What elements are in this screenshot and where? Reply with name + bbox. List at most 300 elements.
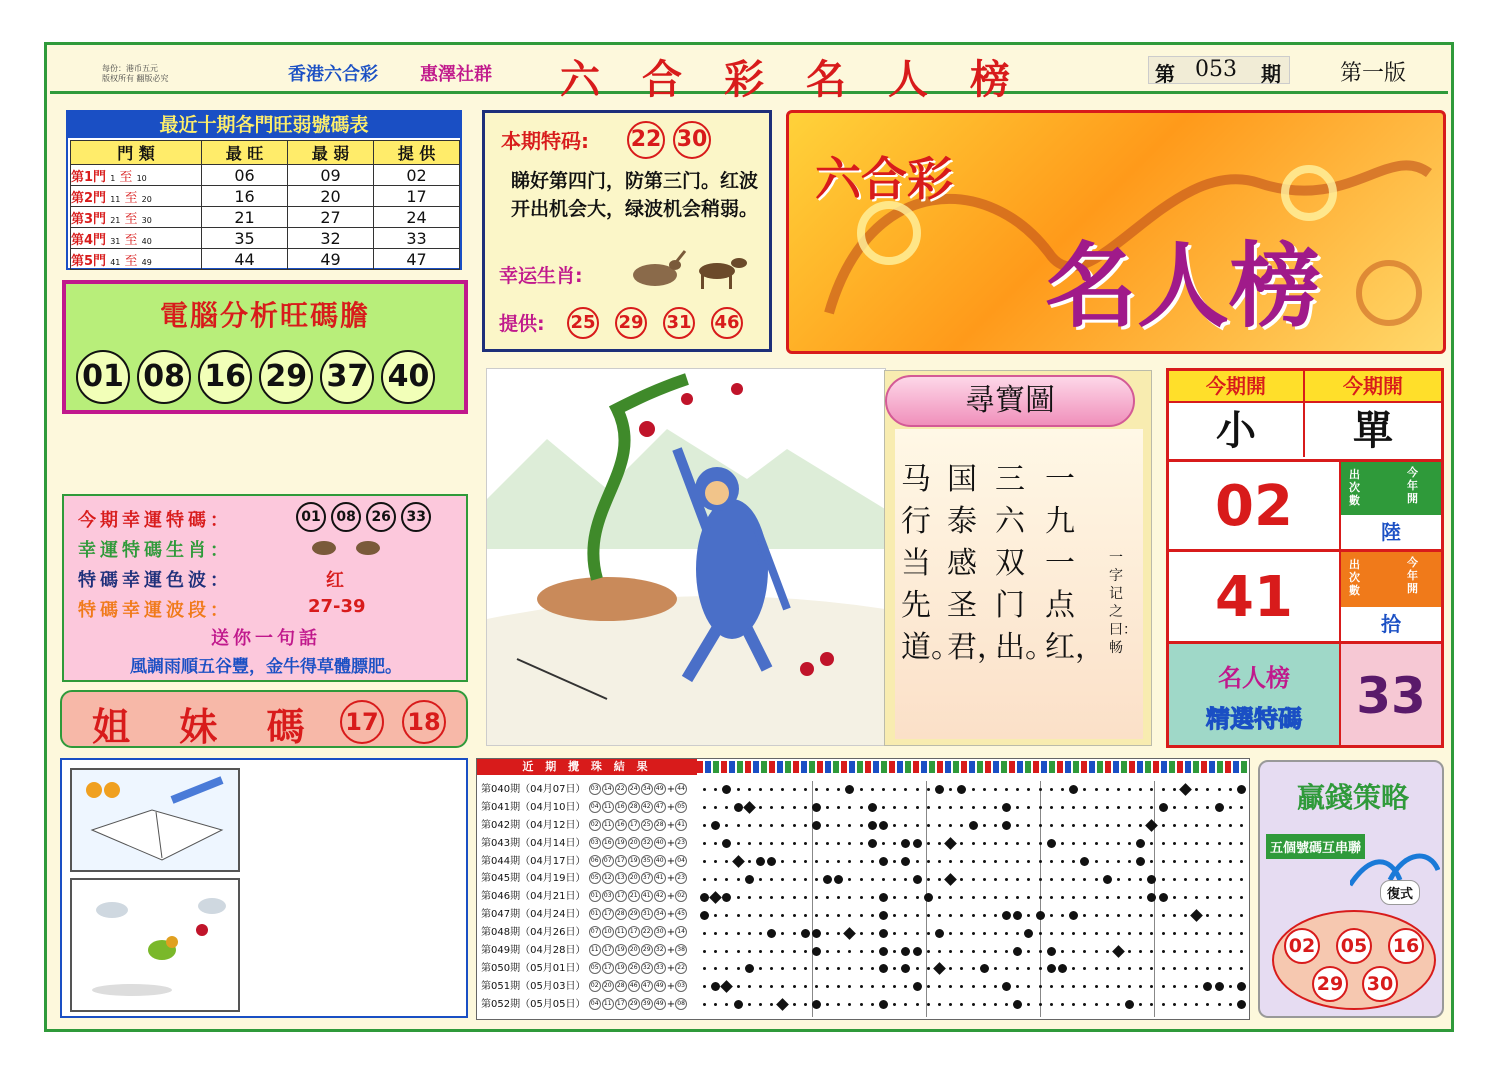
drawn-mark bbox=[901, 947, 910, 956]
grid-dot bbox=[703, 950, 706, 953]
draw-num: 10 bbox=[602, 926, 614, 938]
drawn-mark bbox=[957, 785, 966, 794]
period: 第045期（04月19日） bbox=[481, 873, 586, 885]
drawn-mark bbox=[1147, 893, 1156, 902]
grid-dot bbox=[960, 932, 963, 935]
draw-num: 39 bbox=[641, 998, 653, 1010]
issue-box bbox=[1148, 56, 1290, 84]
grid-dot bbox=[893, 896, 896, 899]
grid-dot bbox=[1061, 896, 1064, 899]
grid-dot bbox=[1218, 878, 1221, 881]
grid-dot bbox=[1128, 985, 1131, 988]
grid-dot bbox=[960, 878, 963, 881]
lucky-line2: 幸運特碼生肖： bbox=[78, 540, 232, 561]
weak-cell: 09 bbox=[288, 165, 374, 186]
drawn-mark bbox=[913, 982, 922, 991]
draw-num: 29 bbox=[641, 944, 653, 956]
draw-num: 37 bbox=[641, 872, 653, 884]
grid-dot bbox=[1016, 985, 1019, 988]
grid-dot bbox=[770, 950, 773, 953]
grid-dot bbox=[938, 914, 941, 917]
grid-dot bbox=[916, 914, 919, 917]
grid-dot bbox=[1095, 1003, 1098, 1006]
grid-dot bbox=[804, 985, 807, 988]
poem-column: 国泰感圣君， bbox=[947, 462, 1007, 665]
grid-dot bbox=[1039, 950, 1042, 953]
grid-dot bbox=[725, 878, 728, 881]
grid-dot bbox=[1072, 806, 1075, 809]
grid-dot bbox=[1218, 950, 1221, 953]
grid-dot bbox=[781, 806, 784, 809]
grid-dot bbox=[1016, 860, 1019, 863]
strategy-subtitle: 五個號碼互串聯 bbox=[1266, 834, 1365, 859]
number-ball: 16 bbox=[198, 350, 252, 404]
special-mark bbox=[1112, 945, 1125, 958]
grid-dot bbox=[770, 806, 773, 809]
weakstrong-panel bbox=[66, 110, 462, 270]
special-num: 38 bbox=[675, 944, 687, 956]
lucky-line4: 特碼幸運波段： bbox=[78, 600, 232, 621]
grid-dot bbox=[781, 950, 784, 953]
grid-dot bbox=[927, 1003, 930, 1006]
grid-dot bbox=[882, 788, 885, 791]
grid-dot bbox=[893, 806, 896, 809]
grid-dot bbox=[837, 860, 840, 863]
grid-dot bbox=[1195, 950, 1198, 953]
grid-dot bbox=[860, 896, 863, 899]
grid-dot bbox=[1240, 950, 1243, 953]
grid-dot bbox=[893, 932, 896, 935]
grid-dot bbox=[837, 950, 840, 953]
grid-dot bbox=[1016, 932, 1019, 935]
strategy-title: 贏錢策略 bbox=[1296, 781, 1409, 814]
grid-dot bbox=[1184, 950, 1187, 953]
provide-cell: 02 bbox=[374, 165, 460, 186]
grid-dot bbox=[1083, 896, 1086, 899]
grid-dot bbox=[737, 950, 740, 953]
issue-prefix: 第 bbox=[1155, 62, 1175, 86]
special-num: 03 bbox=[675, 980, 687, 992]
draw-num: 34 bbox=[641, 783, 653, 795]
drawn-mark bbox=[1136, 857, 1145, 866]
period: 第046期（04月21日） bbox=[481, 891, 586, 903]
drawn-mark bbox=[1215, 982, 1224, 991]
grid-dot bbox=[1195, 985, 1198, 988]
drawn-mark bbox=[1024, 929, 1033, 938]
drawn-mark bbox=[1002, 911, 1011, 920]
grid-dot bbox=[793, 896, 796, 899]
grid-dot bbox=[882, 985, 885, 988]
grid-dot bbox=[1083, 985, 1086, 988]
special-mark bbox=[721, 980, 734, 993]
draw-num: 30 bbox=[654, 926, 666, 938]
grid-dot bbox=[748, 914, 751, 917]
grid-dot bbox=[770, 824, 773, 827]
grid-dot bbox=[1027, 788, 1030, 791]
grid-dot bbox=[759, 806, 762, 809]
grid-dot bbox=[1050, 985, 1053, 988]
grid-dot bbox=[781, 985, 784, 988]
grid-dot bbox=[1050, 806, 1053, 809]
grid-dot bbox=[815, 878, 818, 881]
period: 第052期（05月05日） bbox=[481, 998, 586, 1010]
grid-dot bbox=[826, 806, 829, 809]
draw-num: 32 bbox=[641, 962, 653, 974]
grid-dot bbox=[793, 985, 796, 988]
history-rows bbox=[481, 781, 695, 1014]
bird-picture bbox=[70, 878, 240, 1012]
range-to: 40 bbox=[141, 236, 152, 246]
grid-dot bbox=[938, 896, 941, 899]
grid-dot bbox=[1128, 967, 1131, 970]
drawn-mark bbox=[879, 1000, 888, 1009]
count-box bbox=[1341, 459, 1441, 515]
grid-dot bbox=[916, 788, 919, 791]
grid-dot bbox=[759, 842, 762, 845]
grid-dot bbox=[916, 860, 919, 863]
range-to: 49 bbox=[141, 257, 152, 267]
grid-dot bbox=[1061, 1003, 1064, 1006]
range-from: 21 bbox=[110, 215, 121, 225]
grid-dot bbox=[1128, 842, 1131, 845]
grid-dot bbox=[1128, 932, 1131, 935]
grid-dot bbox=[960, 914, 963, 917]
grid-dot bbox=[904, 932, 907, 935]
grid-dot bbox=[1229, 985, 1232, 988]
weakstrong-table bbox=[70, 140, 460, 270]
range-word: 至 bbox=[124, 253, 138, 269]
draw-num: 01 bbox=[589, 890, 601, 902]
grid-dot bbox=[1106, 824, 1109, 827]
grid-dot bbox=[860, 985, 863, 988]
drawn-mark bbox=[980, 964, 989, 973]
weak-cell: 20 bbox=[288, 186, 374, 207]
grid-dot bbox=[770, 842, 773, 845]
grid-dot bbox=[927, 824, 930, 827]
grid-dot bbox=[994, 842, 997, 845]
special-label: 本期特码: bbox=[501, 129, 589, 153]
draw-num: 20 bbox=[628, 944, 640, 956]
grid-dot bbox=[1240, 878, 1243, 881]
grid-dot bbox=[703, 878, 706, 881]
grid-dot bbox=[1240, 860, 1243, 863]
lucky-numbers bbox=[296, 502, 431, 532]
grid-dot bbox=[1027, 824, 1030, 827]
grid-dot bbox=[1016, 824, 1019, 827]
grid-dot bbox=[804, 878, 807, 881]
grid-dot bbox=[793, 1003, 796, 1006]
grid-dot bbox=[1106, 967, 1109, 970]
grid-dot bbox=[781, 788, 784, 791]
grid-dot bbox=[1229, 878, 1232, 881]
draw-num: 17 bbox=[628, 926, 640, 938]
grid-dot bbox=[848, 950, 851, 953]
grid-dot bbox=[1050, 914, 1053, 917]
grid-dot bbox=[1095, 788, 1098, 791]
drawn-mark bbox=[879, 929, 888, 938]
grid-dot bbox=[860, 967, 863, 970]
pick-sub-label: 精選特碼 bbox=[1206, 705, 1302, 733]
grid-dot bbox=[949, 896, 952, 899]
grid-dot bbox=[938, 878, 941, 881]
draw-num: 47 bbox=[641, 980, 653, 992]
grid-dot bbox=[837, 806, 840, 809]
grid-dot bbox=[1106, 788, 1109, 791]
grid-dot bbox=[781, 932, 784, 935]
grid-dot bbox=[714, 914, 717, 917]
grid-dot bbox=[1072, 878, 1075, 881]
grid-dot bbox=[781, 914, 784, 917]
grid-dot bbox=[860, 860, 863, 863]
grid-dot bbox=[815, 788, 818, 791]
strategy-ball: 02 bbox=[1284, 928, 1320, 964]
weak-cell: 49 bbox=[288, 249, 374, 270]
grid-dot bbox=[737, 824, 740, 827]
col-header: 最 旺 bbox=[202, 141, 288, 165]
grid-dot bbox=[1106, 950, 1109, 953]
grid-dot bbox=[1016, 967, 1019, 970]
period: 第048期（04月26日） bbox=[481, 927, 586, 939]
grid-dot bbox=[1128, 806, 1131, 809]
draw-num: 49 bbox=[654, 783, 666, 795]
drawn-mark bbox=[1147, 875, 1156, 884]
grid-dot bbox=[1117, 932, 1120, 935]
grid-dot bbox=[949, 967, 952, 970]
grid-dot bbox=[860, 1003, 863, 1006]
grid-dot bbox=[1218, 824, 1221, 827]
grid-dot bbox=[737, 932, 740, 935]
brand-community: 惠澤社群 bbox=[420, 64, 492, 85]
grid-dot bbox=[826, 896, 829, 899]
grid-dot bbox=[1117, 985, 1120, 988]
grid-dot bbox=[994, 806, 997, 809]
drawn-mark bbox=[1013, 911, 1022, 920]
draw-num: 11 bbox=[602, 998, 614, 1010]
grid-dot bbox=[848, 806, 851, 809]
drawn-mark bbox=[1159, 803, 1168, 812]
banner-small-title: 六合彩 bbox=[815, 152, 953, 206]
grid-dot bbox=[1173, 932, 1176, 935]
grid-dot bbox=[1240, 806, 1243, 809]
special-mark bbox=[933, 963, 946, 976]
grid-dot bbox=[972, 1003, 975, 1006]
grid-dot bbox=[1106, 842, 1109, 845]
grid-dot bbox=[1072, 896, 1075, 899]
grid-dot bbox=[1050, 788, 1053, 791]
grid-dot bbox=[804, 788, 807, 791]
lucky-ball: 26 bbox=[366, 502, 396, 532]
grid-dot bbox=[1072, 860, 1075, 863]
history-row: 第043期（04月14日） 03 16 19 20 32 40 + 23 bbox=[481, 835, 695, 853]
draw-num: 01 bbox=[589, 908, 601, 920]
grid-dot bbox=[1206, 950, 1209, 953]
edition: 第一版 bbox=[1340, 61, 1407, 86]
grid-dot bbox=[1106, 914, 1109, 917]
period: 第040期（04月07日） bbox=[481, 784, 586, 795]
special-num: 41 bbox=[675, 819, 687, 831]
range-to: 30 bbox=[141, 215, 152, 225]
grid-dot bbox=[994, 788, 997, 791]
banner-big-title: 名人榜 bbox=[1045, 232, 1322, 340]
grid-dot bbox=[1184, 824, 1187, 827]
drawn-mark bbox=[812, 1000, 821, 1009]
special-mark bbox=[944, 837, 957, 850]
grid-dot bbox=[1027, 860, 1030, 863]
grid-dot bbox=[1195, 824, 1198, 827]
door-label: 第5門 bbox=[71, 253, 107, 269]
grid-dot bbox=[1206, 842, 1209, 845]
hot-cell: 21 bbox=[202, 207, 288, 228]
grid-dot bbox=[1095, 896, 1098, 899]
book-icon bbox=[72, 770, 238, 870]
computer-numbers bbox=[76, 350, 435, 404]
grid-dot bbox=[1173, 950, 1176, 953]
grid-dot bbox=[748, 788, 751, 791]
grid-dot bbox=[703, 985, 706, 988]
grid-dot bbox=[815, 896, 818, 899]
drawn-mark bbox=[734, 1000, 743, 1009]
table-row bbox=[71, 228, 460, 249]
grid-dot bbox=[804, 914, 807, 917]
grid-dot bbox=[759, 824, 762, 827]
grid-dot bbox=[994, 985, 997, 988]
draw-num: 17 bbox=[628, 819, 640, 831]
draw-num: 17 bbox=[615, 890, 627, 902]
grid-dot bbox=[960, 985, 963, 988]
grid-dot bbox=[949, 860, 952, 863]
grid-dot bbox=[781, 878, 784, 881]
grid-dot bbox=[938, 950, 941, 953]
grid-dot bbox=[1240, 932, 1243, 935]
bottom-images bbox=[60, 758, 468, 1018]
grid-dot bbox=[994, 1003, 997, 1006]
grid-dot bbox=[994, 860, 997, 863]
range-to: 10 bbox=[136, 173, 147, 183]
drawn-mark bbox=[1047, 839, 1056, 848]
draw-num: 11 bbox=[615, 926, 627, 938]
draw-num: 02 bbox=[589, 819, 601, 831]
grid-dot bbox=[759, 932, 762, 935]
grid-dot bbox=[1150, 860, 1153, 863]
grid-dot bbox=[1117, 788, 1120, 791]
grid-dot bbox=[725, 914, 728, 917]
grid-dot bbox=[1128, 914, 1131, 917]
grid-dot bbox=[960, 1003, 963, 1006]
grid-dot bbox=[1061, 806, 1064, 809]
grid-dot bbox=[893, 842, 896, 845]
grid-dot bbox=[1016, 806, 1019, 809]
grid-dot bbox=[781, 824, 784, 827]
treasure-title: 尋寶圖 bbox=[885, 375, 1135, 427]
grid-dot bbox=[972, 950, 975, 953]
grid-dot bbox=[725, 860, 728, 863]
grid-dot bbox=[1184, 878, 1187, 881]
grid-dot bbox=[1206, 932, 1209, 935]
grid-dot bbox=[1218, 842, 1221, 845]
grid-dot bbox=[1139, 896, 1142, 899]
grid-dot bbox=[837, 842, 840, 845]
grid-dot bbox=[848, 896, 851, 899]
grid-dot bbox=[759, 967, 762, 970]
grid-dot bbox=[1039, 932, 1042, 935]
grid-dot bbox=[770, 878, 773, 881]
price-note-line: 每份：港币五元 bbox=[102, 64, 158, 73]
drawn-mark bbox=[801, 929, 810, 938]
drawn-mark bbox=[1047, 964, 1056, 973]
grid-dot bbox=[972, 985, 975, 988]
drawn-mark bbox=[812, 947, 821, 956]
grid-dot bbox=[1117, 842, 1120, 845]
grid-dot bbox=[1128, 896, 1131, 899]
draw-num: 19 bbox=[615, 944, 627, 956]
range-from: 1 bbox=[110, 173, 116, 183]
grid-dot bbox=[1195, 788, 1198, 791]
grid-dot bbox=[1027, 967, 1030, 970]
grid-dot bbox=[1128, 950, 1131, 953]
grid-dot bbox=[826, 824, 829, 827]
grid-dot bbox=[848, 860, 851, 863]
draw-num: 21 bbox=[628, 890, 640, 902]
drawn-mark bbox=[722, 893, 731, 902]
grid-dot bbox=[983, 932, 986, 935]
treasure-panel bbox=[884, 370, 1152, 746]
grid-dot bbox=[960, 860, 963, 863]
bird-icon bbox=[72, 880, 238, 1010]
grid-dot bbox=[972, 806, 975, 809]
drawn-mark bbox=[924, 893, 933, 902]
drawn-mark bbox=[1036, 911, 1045, 920]
grid-dot bbox=[927, 806, 930, 809]
history-row: 第040期（04月07日） 03 14 22 24 34 49 + 44 bbox=[481, 781, 695, 799]
grid-dot bbox=[1005, 860, 1008, 863]
grid-dot bbox=[1173, 967, 1176, 970]
result-size: 小 bbox=[1169, 401, 1305, 457]
grid-dot bbox=[714, 967, 717, 970]
door-label: 第3門 bbox=[71, 211, 107, 227]
draw-num: 07 bbox=[589, 926, 601, 938]
draw-num: 41 bbox=[654, 872, 666, 884]
grid-dot bbox=[904, 878, 907, 881]
grid-dot bbox=[893, 914, 896, 917]
issue-suffix: 期 bbox=[1261, 62, 1281, 86]
draw-num: 49 bbox=[654, 980, 666, 992]
range-from: 11 bbox=[110, 194, 121, 204]
special-text: 睇好第四门，防第三门。红波开出机会大，绿波机会稍弱。 bbox=[511, 170, 759, 220]
grid-dot bbox=[1162, 788, 1165, 791]
grid-dot bbox=[826, 985, 829, 988]
strategy-ball: 29 bbox=[1312, 966, 1348, 1002]
grid-dot bbox=[826, 788, 829, 791]
grid-dot bbox=[781, 860, 784, 863]
special-mark bbox=[732, 855, 745, 868]
grid-dot bbox=[1150, 842, 1153, 845]
grid-dot bbox=[815, 842, 818, 845]
drawn-mark bbox=[700, 911, 709, 920]
grid-dot bbox=[949, 1003, 952, 1006]
grid-dot bbox=[1229, 950, 1232, 953]
grid-dot bbox=[904, 1003, 907, 1006]
grid-dot bbox=[725, 824, 728, 827]
draw-num: 28 bbox=[628, 801, 640, 813]
grid-dot bbox=[1016, 878, 1019, 881]
grid-dot bbox=[781, 842, 784, 845]
grid-dot bbox=[960, 950, 963, 953]
grid-dot bbox=[1139, 967, 1142, 970]
grid-dot bbox=[1083, 914, 1086, 917]
grid-dot bbox=[848, 985, 851, 988]
grid-dot bbox=[1005, 967, 1008, 970]
drawn-mark bbox=[1002, 803, 1011, 812]
